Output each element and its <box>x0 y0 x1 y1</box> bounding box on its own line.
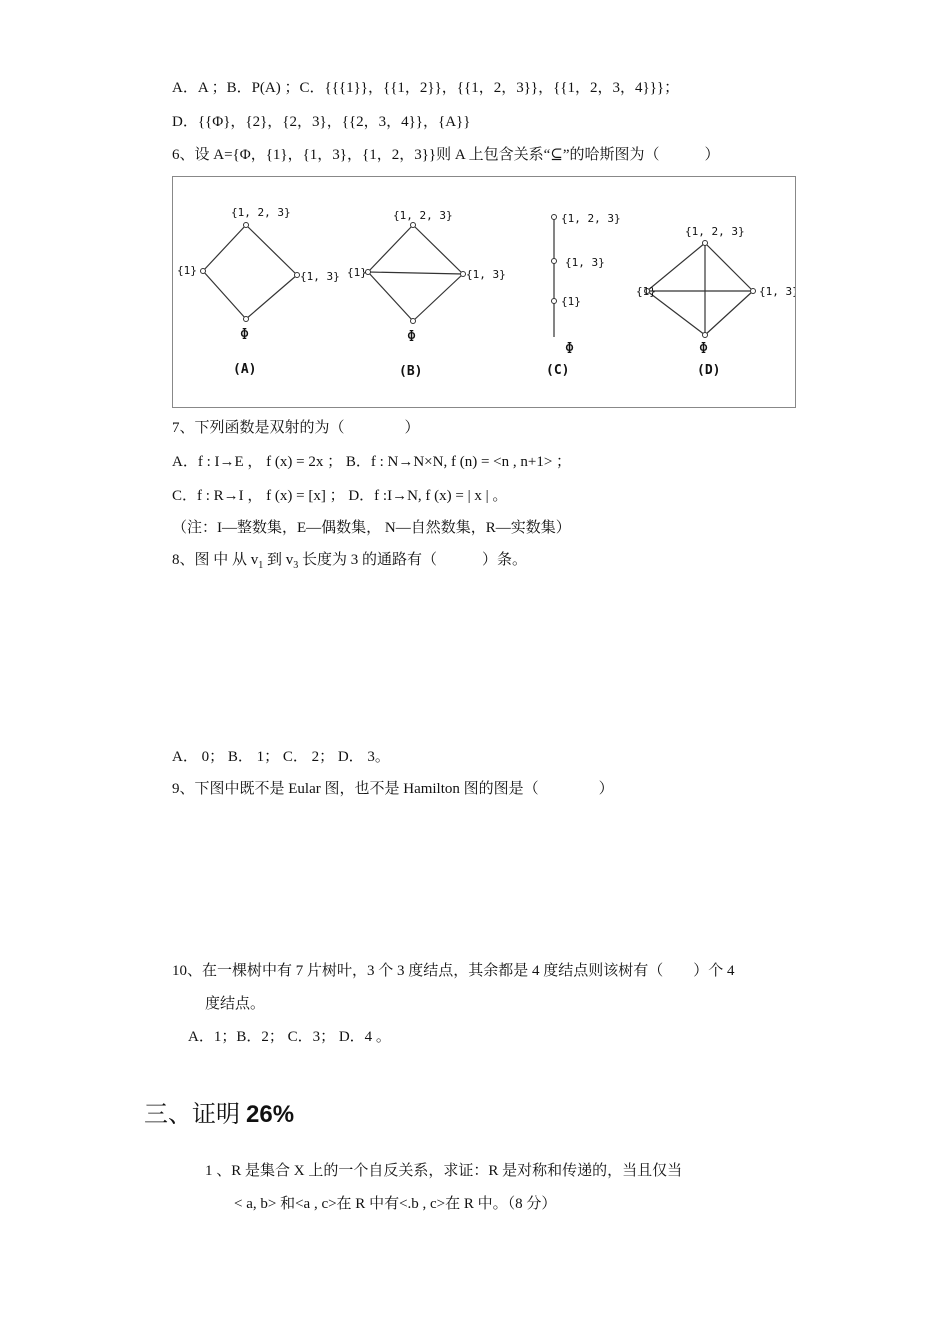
diagram-a-node <box>201 269 206 274</box>
diagram-c-label-top: {1, 2, 3} <box>561 212 621 225</box>
q8-subscript-3: 3 <box>293 560 299 571</box>
diagram-b-label-top: {1, 2, 3} <box>393 209 453 222</box>
diagram-c-label-bottom: Φ <box>565 339 575 357</box>
diagram-a-label-top: {1, 2, 3} <box>231 206 291 219</box>
diagram-a-node <box>244 317 249 322</box>
q8-subscript-1: 1 <box>258 560 264 571</box>
section-heading <box>144 1100 294 1130</box>
q7-options-cd: C．f : R→I ， f (x) = [x] ； D．f :I→N, f (x) = | x | 。 <box>172 488 508 504</box>
diagram-d-label-left: {1} <box>636 285 656 298</box>
question-8 <box>172 550 527 576</box>
q8-options: A． 0； B． 1； C． 2； D． 3。 <box>172 749 390 765</box>
question-6: 6、设 A={Φ，{1}，{1，3}，{1，2，3}}则 A 上包含关系“⊆”的哈斯图为（ ） <box>172 147 720 163</box>
q5-options-d: D．{{Φ}，{2}，{2，3}，{{2，3，4}}，{A}} <box>172 114 471 130</box>
proof-1: 1 、R 是集合 X 上的一个自反关系，求证：R 是对称和传递的，当且仅当 <box>205 1163 683 1179</box>
q10-options: A．1；B．2； C．3； D．4 。 <box>188 1029 391 1045</box>
diagram-b-node <box>411 223 416 228</box>
diagram-d-edge <box>705 291 753 335</box>
q5-options-abc: A．A ；B．P(A) ；C．{{{1}}，{{1，2}}，{{1，2，3}}，{{1，2，3，4}}}； <box>172 80 680 96</box>
diagram-b-edge <box>368 272 413 321</box>
hasse-diagrams-figure <box>172 176 796 408</box>
diagram-b-label-left: {1} <box>347 266 367 279</box>
diagram-c-node <box>552 259 557 264</box>
question-10-cont: 度结点。 <box>205 996 266 1012</box>
hasse-diagrams-svg <box>173 177 795 407</box>
q8-mid: 到 v <box>267 552 294 568</box>
diagram-b-label-bottom: Φ <box>407 327 417 345</box>
diagram-a-label-left: {1} <box>177 264 197 277</box>
diagram-a-label-right: {1, 3} <box>300 270 340 283</box>
q7-options-ab: A．f : I→E ， f (x) = 2x ； B．f : N→N×N, f (n) = <n , n+1> ； <box>172 454 572 470</box>
diagram-c-node <box>552 299 557 304</box>
diagram-d-label-right: {1, 3} <box>759 285 795 298</box>
diagram-a-node <box>295 273 300 278</box>
diagram-a-label-bottom: Φ <box>240 325 250 343</box>
diagram-d-edge <box>705 243 753 291</box>
diagram-d-node <box>703 241 708 246</box>
diagram-a-caption: (A) <box>233 362 257 377</box>
diagram-b-edge <box>413 225 463 274</box>
diagram-d-node <box>751 289 756 294</box>
diagram-a-edge <box>203 271 246 319</box>
diagram-b-edge <box>368 272 463 274</box>
diagram-d-node <box>703 333 708 338</box>
question-10: 10、在一棵树中有 7 片树叶，3 个 3 度结点，其余都是 4 度结点则该树有（ ）个 4 <box>172 963 735 979</box>
diagram-b-node <box>461 272 466 277</box>
diagram-c-label-low: {1} <box>561 295 581 308</box>
diagram-d-label-top: {1, 2, 3} <box>685 225 745 238</box>
diagram-b-node <box>411 319 416 324</box>
section-heading-percent: 26% <box>246 1101 295 1128</box>
diagram-b-caption: (B) <box>399 364 423 379</box>
diagram-b-edge <box>368 225 413 272</box>
diagram-a-edge <box>246 275 297 319</box>
diagram-a-node <box>244 223 249 228</box>
question-9: 9、下图中既不是 Eular 图，也不是 Hamilton 图的图是（ ） <box>172 781 614 797</box>
diagram-c-node <box>552 215 557 220</box>
diagram-c-caption: (C) <box>546 363 570 378</box>
diagram-a-edge <box>203 225 246 271</box>
q8-prefix: 8、图 中 从 v <box>172 552 259 568</box>
q7-note: （注：I—整数集，E—偶数集， N—自然数集，R—实数集） <box>172 520 571 536</box>
question-7: 7、下列函数是双射的为（ ） <box>172 420 420 436</box>
diagram-d-label-bottom: Φ <box>699 339 709 357</box>
diagram-c-label-mid: {1, 3} <box>565 256 605 269</box>
section-heading-title: 三、证明 <box>144 1102 240 1128</box>
diagram-b-label-right: {1, 3} <box>466 268 506 281</box>
diagram-d-edge <box>647 243 705 291</box>
diagram-b-edge <box>413 274 463 321</box>
proof-1-cont: < a, b> 和<a , c>在 R 中有<.b , c>在 R 中。（8 分） <box>234 1196 557 1212</box>
q8-suffix: 长度为 3 的通路有（ ）条。 <box>302 552 528 568</box>
diagram-a-edge <box>246 225 297 275</box>
diagram-d-caption: (D) <box>697 363 721 378</box>
